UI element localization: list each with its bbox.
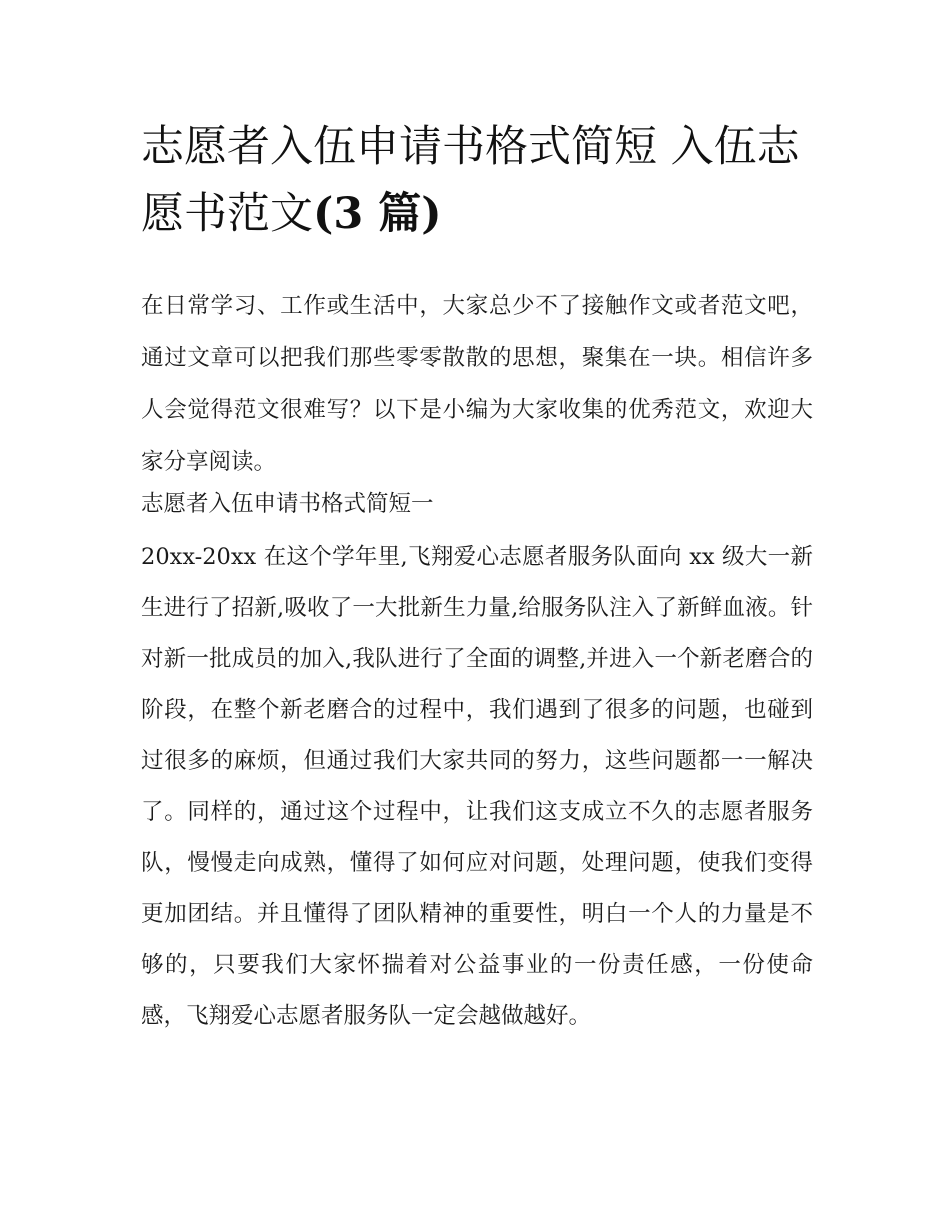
document-title-main: 志愿者入伍申请书格式简短 入伍志愿书范文 (141, 122, 800, 239)
intro-paragraph: 在日常学习、工作或生活中，大家总少不了接触作文或者范文吧，通过文章可以把我们那些零零散散的思想，聚集在一块。相信许多人会觉得范文很难写？以下是小编为大家收集的优秀范文，欢迎大家分享阅读。 (141, 293, 813, 475)
section-heading: 志愿者入伍申请书格式简短一 (141, 491, 434, 517)
document-title (141, 114, 831, 248)
body-paragraph: 20xx-20xx 在这个学年里,飞翔爱心志愿者服务队面向 xx 级大一新生进行了招新,吸收了一大批新生力量,给服务队注入了新鲜血液。针对新一批成员的加入,我队进行了全面的调整,并进入一个新老磨合的阶段，在整个新老磨合的过程中，我们遇到了很多的问题，也碰到过很多的麻烦，但通过我们大家共同的努力，这些问题都一一解决了。同样的，通过这个过程中，让我们这支成立不久的志愿者服务队，慢慢走向成熟，懂得了如何应对问题，处理问题，使我们变得更加团结。并且懂得了团队精神的重要性，明白一个人的力量是不够的，只要我们大家怀揣着对公益事业的一份责任感，一份使命感，飞翔爱心志愿者服务队一定会越做越好。 (141, 544, 813, 1029)
document-title-count: (3 篇) (313, 189, 442, 239)
